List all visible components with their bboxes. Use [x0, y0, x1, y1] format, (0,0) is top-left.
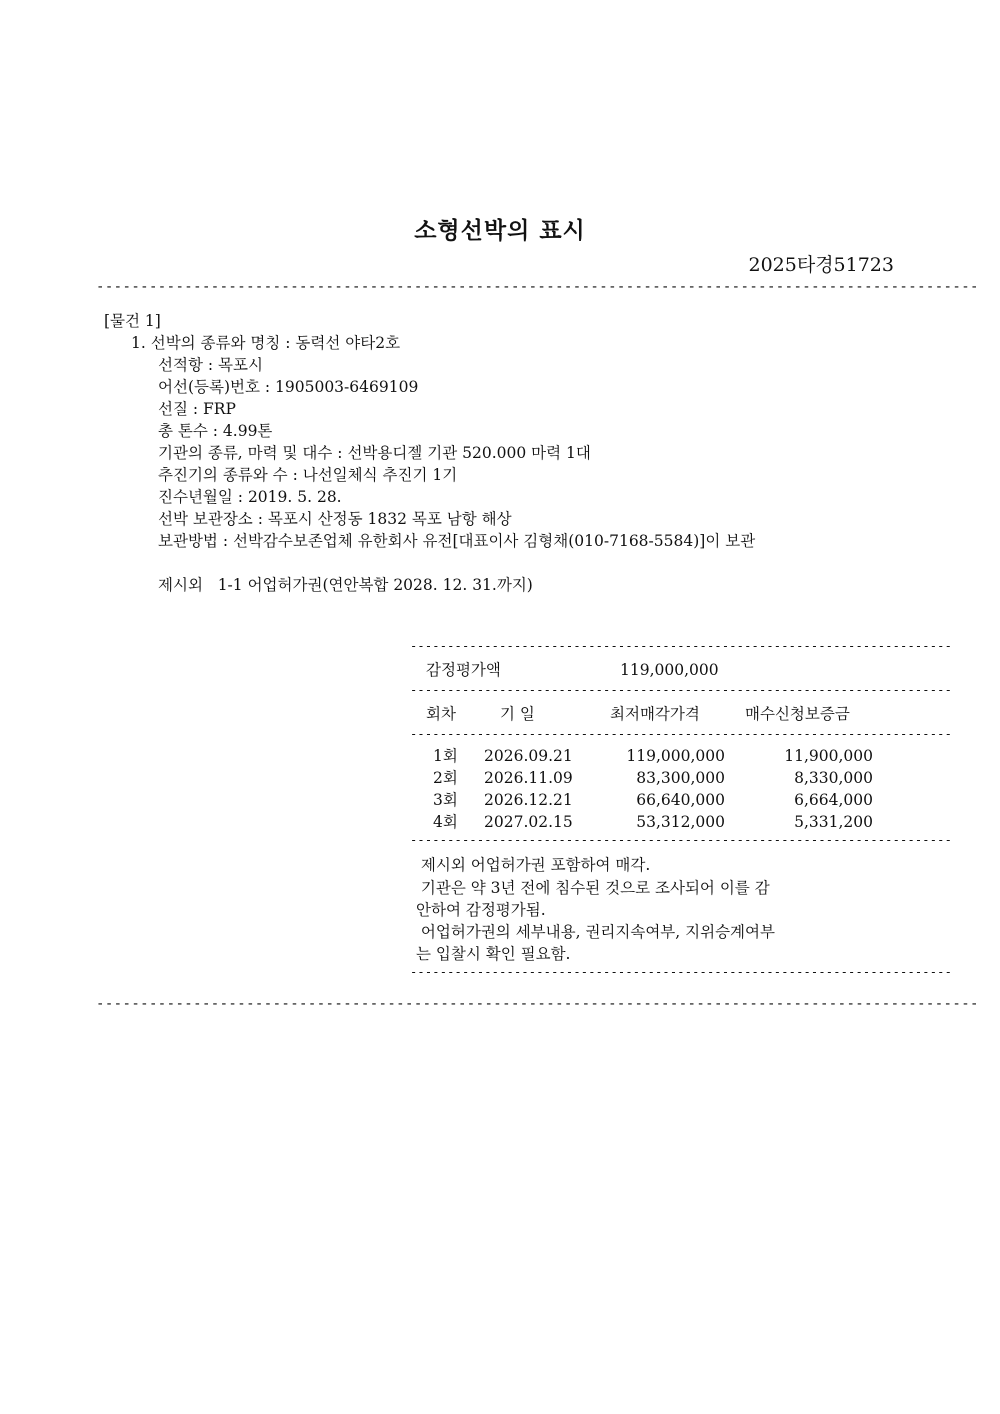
deposit-cell: 6,664,000 [794, 791, 873, 809]
min-price-cell: 66,640,000 [636, 791, 725, 809]
round-cell: 2회 [433, 769, 458, 787]
note-line: 안하여 감정평가됨. [416, 901, 546, 919]
column-header-min-price: 최저매각가격 [610, 705, 700, 723]
date-cell: 2027.02.15 [484, 813, 573, 831]
storage-place: 선박 보관장소 : 목포시 산정동 1832 목포 남항 해상 [158, 510, 512, 528]
min-price-cell: 83,300,000 [636, 769, 725, 787]
min-price-cell: 119,000,000 [626, 747, 725, 765]
vessel-type-name: 1. 선박의 종류와 명칭 : 동력선 야타2호 [131, 334, 401, 352]
registration-number: 어선(등록)번호 : 1905003-6469109 [158, 378, 419, 396]
date-cell: 2026.11.09 [484, 769, 573, 787]
note-line: 제시외 어업허가권 포함하여 매각. [416, 856, 651, 874]
round-cell: 1회 [433, 747, 458, 765]
round-cell: 3회 [433, 791, 458, 809]
hull-material: 선질 : FRP [158, 400, 236, 418]
date-cell: 2026.09.21 [484, 747, 573, 765]
extra-item: 제시외 1-1 어업허가권(연안복합 2028. 12. 31.까지) [158, 576, 533, 594]
note-line: 기관은 약 3년 전에 침수된 것으로 조사되어 이를 감 [416, 879, 770, 897]
item-header: [물건 1] [104, 312, 161, 330]
document-title: 소형선박의 표시 [414, 218, 586, 244]
box-divider: ------------------------------------------------------------------------- [410, 683, 952, 697]
top-divider: ---------------------------------------------------------------------------------------------------- [96, 279, 979, 295]
deposit-cell: 11,900,000 [784, 747, 873, 765]
note-line: 는 입찰시 확인 필요함. [416, 945, 571, 963]
engine-info: 기관의 종류, 마력 및 대수 : 선박용디젤 기관 520.000 마력 1대 [158, 444, 591, 462]
case-number: 2025타경51723 [748, 254, 894, 276]
box-divider: ------------------------------------------------------------------------- [410, 833, 952, 847]
bottom-divider: ---------------------------------------------------------------------------------------------------- [96, 996, 979, 1012]
note-line: 어업허가권의 세부내용, 권리지속여부, 지위승계여부 [416, 923, 775, 941]
round-cell: 4회 [433, 813, 458, 831]
registry-port: 선적항 : 목포시 [158, 356, 263, 374]
gross-tonnage: 총 톤수 : 4.99톤 [158, 422, 273, 440]
box-divider: ------------------------------------------------------------------------- [410, 965, 952, 979]
deposit-cell: 8,330,000 [794, 769, 873, 787]
box-divider: ------------------------------------------------------------------------- [410, 639, 952, 653]
box-divider: ------------------------------------------------------------------------- [410, 727, 952, 741]
storage-method: 보관방법 : 선박감수보존업체 유한회사 유전[대표이사 김형채(010-7168-5584)]이 보관 [158, 532, 756, 550]
date-cell: 2026.12.21 [484, 791, 573, 809]
column-header-round: 회차 [426, 705, 456, 723]
column-header-date: 기 일 [500, 705, 535, 723]
appraisal-label: 감정평가액 [426, 661, 501, 679]
propulsion-info: 추진기의 종류와 수 : 나선일체식 추진기 1기 [158, 466, 458, 484]
column-header-deposit: 매수신청보증금 [745, 705, 850, 723]
launch-date: 진수년월일 : 2019. 5. 28. [158, 488, 342, 506]
appraisal-value: 119,000,000 [620, 661, 719, 679]
min-price-cell: 53,312,000 [636, 813, 725, 831]
deposit-cell: 5,331,200 [794, 813, 873, 831]
